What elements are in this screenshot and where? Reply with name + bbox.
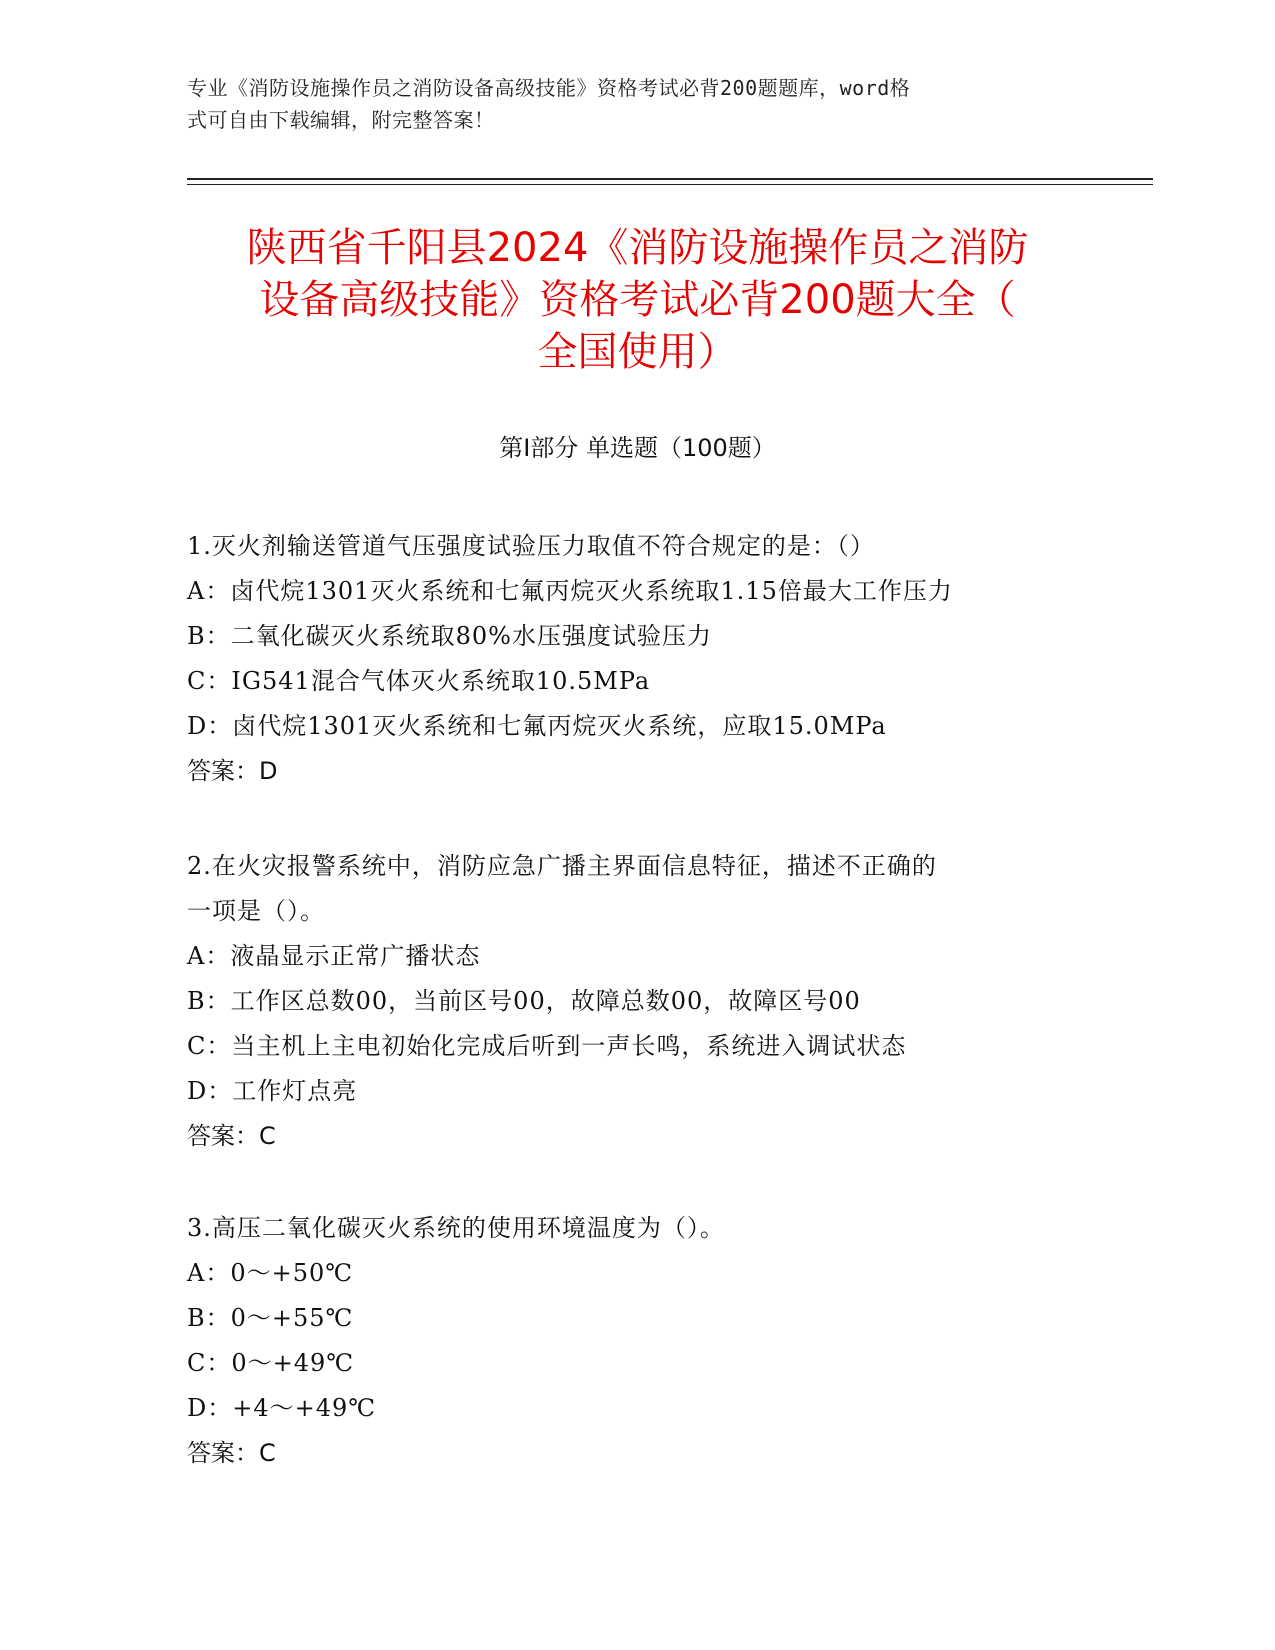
option-a: A：液晶显示正常广播状态 [187,942,481,970]
option-c: C：IG541混合气体灭火系统取10.5MPa [187,667,651,695]
question-block [187,844,1067,1159]
title-line: 设备高级技能》资格考试必背200题大全（ [259,277,1016,323]
question-stem: 3.高压二氧化碳灭火系统的使用环境温度为（）。 [187,1214,725,1242]
header-note-line: 专业《消防设施操作员之消防设备高级技能》资格考试必背200题题库，word格 [187,76,911,100]
answer-line: 答案：C [187,1439,276,1467]
option-c: C：当主机上主电初始化完成后听到一声长鸣，系统进入调试状态 [187,1032,907,1060]
option-d: D：工作灯点亮 [187,1077,358,1105]
header-note-line: 式可自由下载编辑，附完整答案！ [187,108,495,132]
answer-line: 答案：D [187,757,278,785]
option-b: B：0～+55℃ [187,1304,354,1332]
option-a: A：卤代烷1301灭火系统和七氟丙烷灭火系统取1.15倍最大工作压力 [187,577,953,605]
section-heading: 第Ⅰ部分 单选题（100题） [499,434,776,462]
option-c: C：0～+49℃ [187,1349,355,1377]
option-d: D：+4～+49℃ [187,1394,377,1422]
option-b: B：工作区总数00，当前区号00，故障总数00，故障区号00 [187,987,861,1015]
header-rule-thin [187,184,1153,185]
question-stem-continued: 一项是（）。 [187,897,325,925]
answer-line: 答案：C [187,1122,276,1150]
title-line: 全国使用） [537,329,738,375]
option-b: B：二氧化碳灭火系统取80%水压强度试验压力 [187,622,712,650]
title-line: 陕西省千阳县2024《消防设施操作员之消防 [246,225,1029,271]
option-d: D：卤代烷1301灭火系统和七氟丙烷灭火系统，应取15.0MPa [187,712,887,740]
question-block [187,1206,1067,1476]
header-note [187,72,1087,136]
question-block [187,524,1067,794]
header-rule-thick [187,178,1153,180]
document-title [150,222,1125,378]
question-stem: 1.灭火剂输送管道气压强度试验压力取值不符合规定的是：（） [187,532,875,560]
question-stem: 2.在火灾报警系统中，消防应急广播主界面信息特征，描述不正确的 [187,852,937,880]
option-a: A：0～+50℃ [187,1259,354,1287]
